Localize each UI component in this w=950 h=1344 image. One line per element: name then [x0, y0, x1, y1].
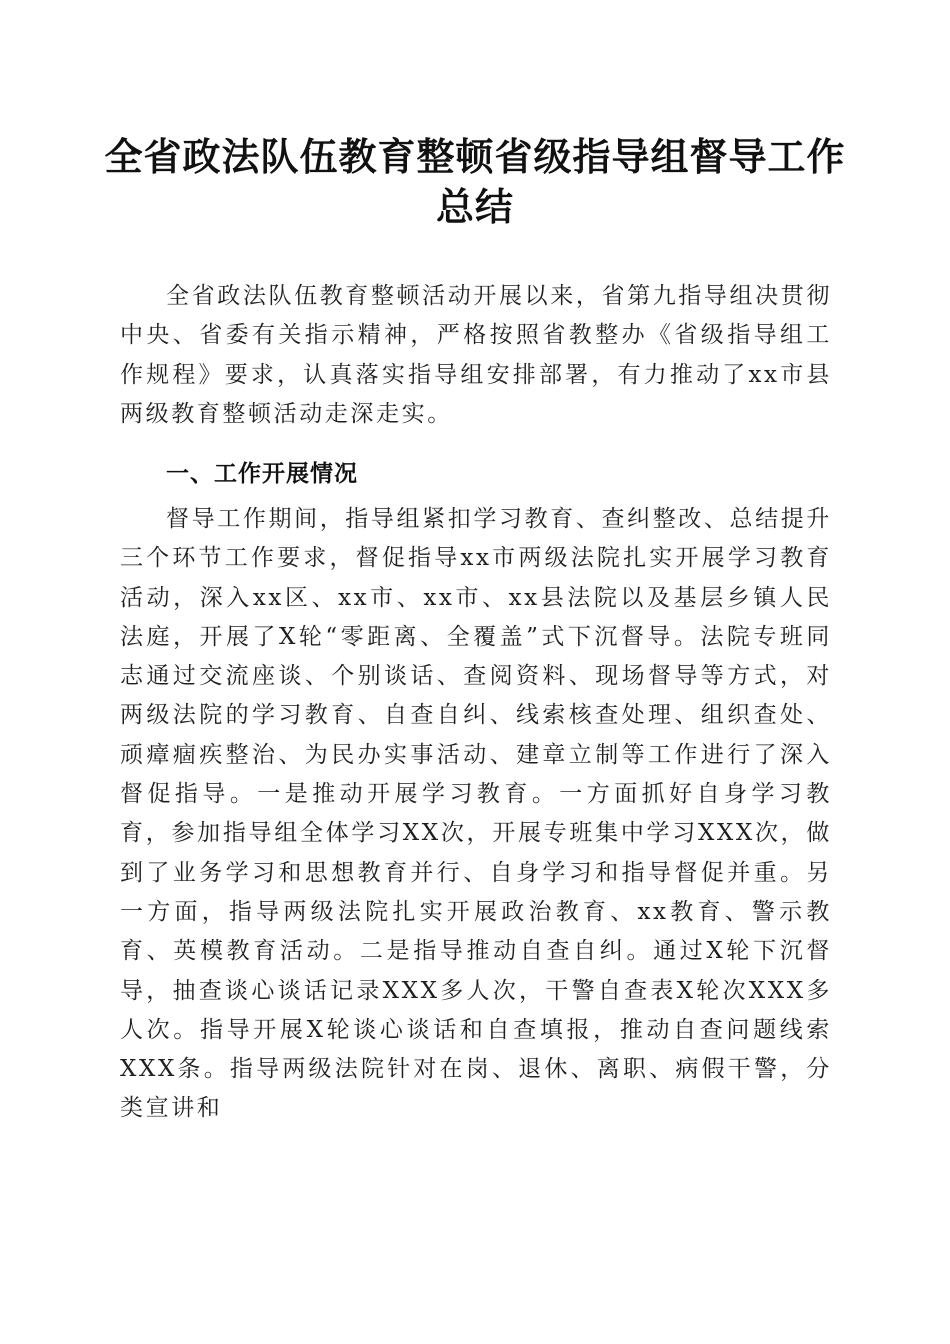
section-1-paragraph: 督导工作期间，指导组紧扣学习教育、查纠整改、总结提升三个环节工作要求，督促指导xx市两级法院扎实开展学习教育活动，深入xx区、xx市、xx市、xx县法院以及基层乡镇人民法庭，开展了X轮“零距离、全覆盖”式下沉督导。法院专班同志通过交流座谈、个别谈话、查阅资料、现场督导等方式，对两级法院的学习教育、自查自纠、线索核查处理、组织查处、顽瘴痼疾整治、为民办实事活动、建章立制等工作进行了深入督促指导。一是推动开展学习教育。一方面抓好自身学习教育，参加指导组全体学习XX次，开展专班集中学习XXX次，做到了业务学习和思想教育并行、自身学习和指导督促并重。另一方面，指导两级法院扎实开展政治教育、xx教育、警示教育、英模教育活动。二是指导推动自查自纠。通过X轮下沉督导，抽查谈心谈话记录XXX多人次，干警自查表X轮次XXX多人次。指导开展X轮谈心谈话和自查填报，推动自查问题线索XXX条。指导两级法院针对在岗、退休、离职、病假干警，分类宣讲和 [120, 506, 832, 1122]
section-heading-work-status: 一、工作开展情况 [166, 461, 358, 487]
intro-paragraph: 全省政法队伍教育整顿活动开展以来，省第九指导组决贯彻中央、省委有关指示精神，严格按照省教整办《省级指导组工作规程》要求，认真落实指导组安排部署，有力推动了xx市县两级教育整顿活动走深走实。 [120, 283, 832, 427]
document-title: 全省政法队伍教育整顿省级指导组督导工作总结 [104, 134, 846, 229]
